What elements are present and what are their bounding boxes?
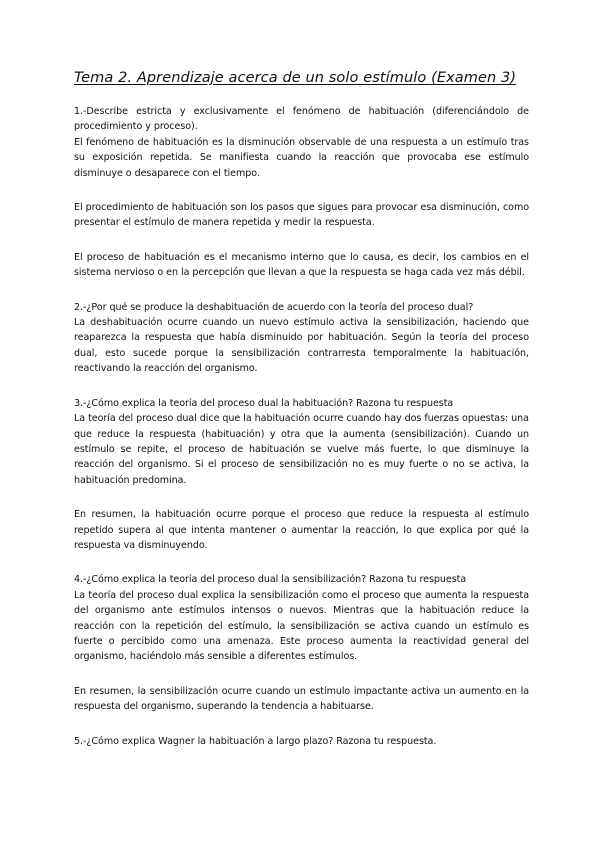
- answer-1-paragraph-2-block: [74, 200, 529, 231]
- document-content: [74, 70, 529, 768]
- question-2-block: [74, 300, 529, 377]
- answer-4-paragraph-2-block: [74, 684, 529, 715]
- answer-4-paragraph-2: En resumen, la sensibilización ocurre cuando un estímulo impactante activa un aumento en la respuesta del organismo, superando la tendencia a habituarse.: [74, 685, 529, 713]
- question-4-block: [74, 572, 529, 664]
- answer-1-paragraph-3-block: [74, 250, 529, 281]
- question-2: 2.-¿Por qué se produce la deshabituación de acuerdo con la teoría del proceso dual?: [74, 301, 474, 313]
- question-5-block: [74, 734, 529, 749]
- document-title: Tema 2. Aprendizaje acerca de un solo estímulo (Examen 3): [74, 70, 517, 86]
- question-1: 1.-Describe estricta y exclusivamente el fenómeno de habituación (diferenciándolo de procedimiento y proceso).: [74, 106, 529, 133]
- answer-4-paragraph-1: La teoría del proceso dual explica la sensibilización como el proceso que aumenta la respuesta del organismo ante estímulos intensos o nuevos. Mientras que la habituación reduce la reacción con la repetición del estímulo, la sensibilización se activa cuando un estímulo es fuerte o percibido como una amenaza. Este proceso aumenta la reactividad general del organismo, haciéndolo más sensible a diferentes estímulos.: [74, 589, 529, 663]
- question-4: 4.-¿Cómo explica la teoría del proceso dual la sensibilización? Razona tu respuesta: [74, 574, 467, 586]
- answer-3-paragraph-2-block: [74, 507, 529, 553]
- answer-1-paragraph-1: El fenómeno de habituación es la disminución observable de una respuesta a un estímulo tras su exposición repetida. Se manifiesta cuando la reacción que provocaba ese estímulo disminuye o desaparece con el tiempo.: [74, 136, 529, 179]
- answer-3-paragraph-1: La teoría del proceso dual dice que la habituación ocurre cuando hay dos fuerzas opuestas: una que reduce la respuesta (habituación) y otra que la aumenta (sensibilización). Cuando un estímulo se repite, el proceso de habituación se vuelve más fuerte, lo que disminuye la reacción del organismo. Si el proceso de sensibilización no es muy fuerte o no se activa, la habituación predomina.: [74, 413, 529, 486]
- question-1-block: [74, 104, 529, 181]
- question-3-block: [74, 396, 529, 488]
- question-5: 5.-¿Cómo explica Wagner la habituación a largo plazo? Razona tu respuesta.: [74, 735, 437, 747]
- answer-3-paragraph-2: En resumen, la habituación ocurre porque el proceso que reduce la respuesta al estímulo repetido supera al que intenta mantener o aumentar la reacción, lo que explica por qué la respuesta va disminuyendo.: [74, 509, 529, 551]
- question-3: 3.-¿Cómo explica la teoría del proceso dual la habituación? Razona tu respuesta: [74, 397, 454, 409]
- answer-1-paragraph-2: El procedimiento de habituación son los pasos que sigues para provocar esa disminución, como presentar el estímulo de manera repetida y medir la respuesta.: [74, 202, 529, 229]
- answer-1-paragraph-3: El proceso de habituación es el mecanismo interno que lo causa, es decir, los cambios en el sistema nervioso o en la percepción que llevan a que la respuesta se haga cada vez más débil.: [74, 251, 529, 279]
- answer-2-paragraph-1: La deshabituación ocurre cuando un nuevo estímulo activa la sensibilización, haciendo que reaparezca la respuesta que había disminuido por habituación. Según la teoría del proceso dual, esto sucede porque la sensibilización contrarresta temporalmente la habituación, reactivando la reacción del organismo.: [74, 317, 529, 375]
